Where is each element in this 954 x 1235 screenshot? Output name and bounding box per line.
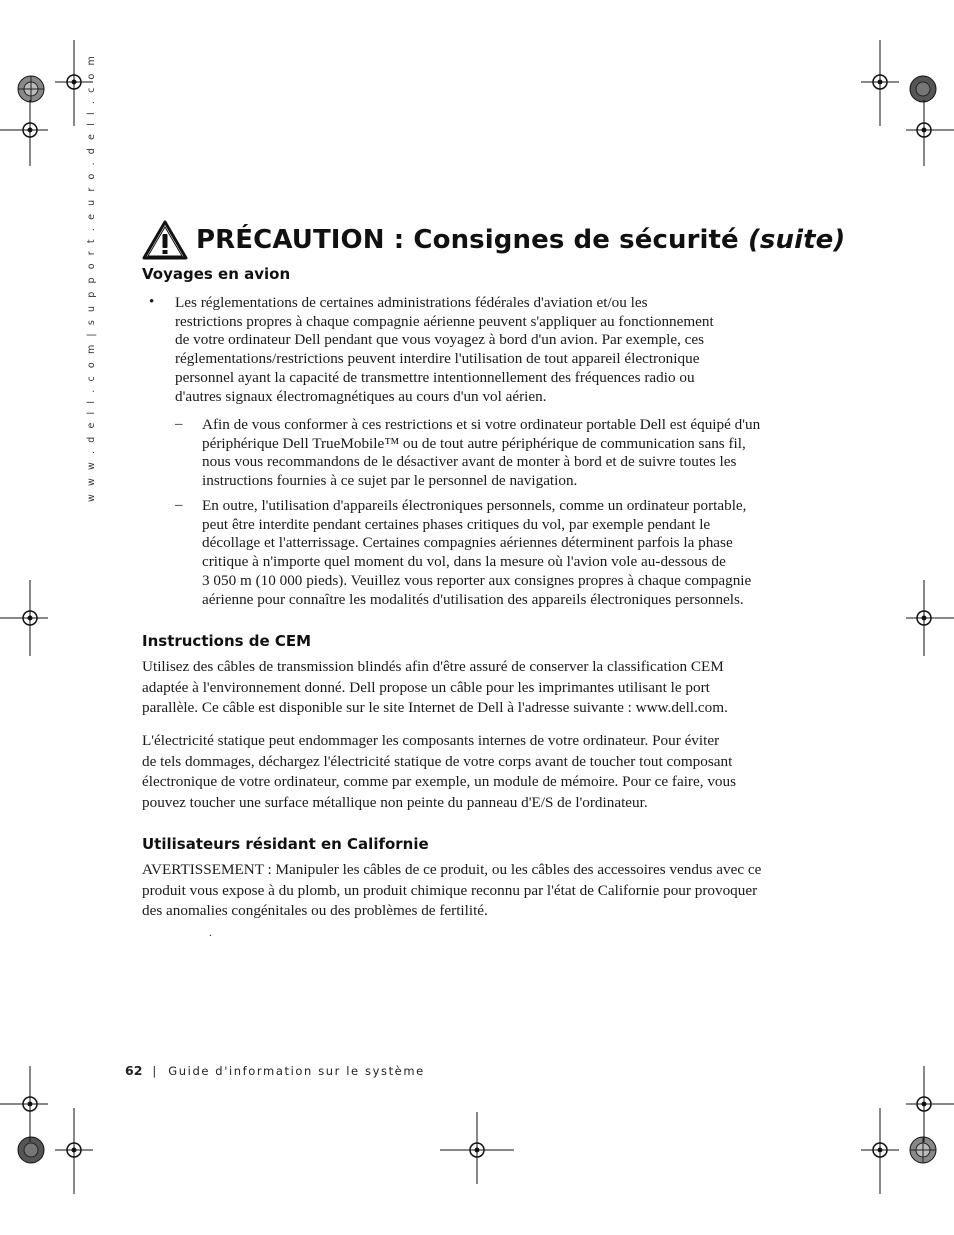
text-line: restrictions propres à chaque compagnie aérienne peuvent s'appliquer au fonctionnement bbox=[175, 312, 714, 330]
text-line: périphérique Dell TrueMobile™ ou de tout autre périphérique de communication sans fil, bbox=[202, 434, 746, 452]
text-line: En outre, l'utilisation d'appareils électroniques personnels, comme un ordinateur portable, bbox=[202, 497, 747, 514]
text-line: critique à n'importe quel moment du vol, dans la mesure où l'avion vole au-dessous de bbox=[202, 553, 726, 571]
page-footer bbox=[125, 1063, 425, 1078]
text-line: produit vous expose à du plomb, un produit chimique reconnu par l'état de Californie pour provoquer bbox=[142, 881, 758, 899]
dell-link[interactable]: www.dell.com bbox=[635, 699, 725, 716]
registration-crosshair-icon bbox=[894, 1066, 954, 1142]
voyages-dash1-text bbox=[202, 416, 760, 491]
text-line: 3 050 m (10 000 pieds). Veuillez vous reporter aux consignes propres à chaque compagnie bbox=[202, 571, 752, 589]
text-line: Utilisez des câbles de transmission blindés afin d'être assuré de conserver la classification CEM bbox=[142, 658, 724, 675]
voyages-dash2-text bbox=[202, 497, 751, 609]
text-line: parallèle. Ce câble est disponible sur le site Internet de Dell à l'adresse suivante : www.dell.com. bbox=[142, 699, 728, 716]
text-line: aérienne pour connaître les modalités d'utilisation des appareils électroniques personnels. bbox=[202, 590, 744, 608]
guide-title: Guide d'information sur le système bbox=[168, 1064, 425, 1078]
text-line: décollage et l'atterrissage. Certaines compagnies aériennes déterminent parfois la phase bbox=[202, 534, 733, 552]
dash-symbol: – bbox=[175, 416, 183, 432]
text-line: nous vous recommandons de le désactiver avant de monter à bord et de suivre toutes les bbox=[202, 453, 737, 471]
page-number: 62 bbox=[125, 1063, 143, 1078]
footer-separator: | bbox=[152, 1064, 157, 1078]
warning-label: AVERTISSEMENT bbox=[142, 861, 264, 878]
registration-crosshair-icon bbox=[0, 100, 60, 166]
registration-crosshair-icon bbox=[861, 1108, 899, 1194]
heading-voyages: Voyages en avion bbox=[142, 265, 291, 283]
registration-crosshair-icon bbox=[0, 580, 60, 656]
cem-paragraph-2 bbox=[142, 731, 736, 813]
registration-crosshair-icon bbox=[0, 1066, 60, 1142]
heading-californie: Utilisateurs résidant en Californie bbox=[142, 835, 429, 853]
text-line: AVERTISSEMENT : Manipuler les câbles de ce produit, ou les câbles des accessoires vendus avec ce bbox=[142, 861, 762, 878]
text-line: personnel ayant la capacité de transmettre intentionnellement des fréquences radio ou bbox=[175, 368, 695, 386]
text-line: d'autres signaux électromagnétiques au cours d'un vol aérien. bbox=[175, 387, 547, 405]
title-suffix: (suite) bbox=[747, 225, 846, 255]
text-line: réglementations/restrictions peuvent interdire l'utilisation de tout appareil électronique bbox=[175, 350, 700, 368]
text-line: de tels dommages, déchargez l'électricité statique de votre corps avant de toucher tout composant bbox=[142, 752, 733, 770]
cem-paragraph-1 bbox=[142, 657, 728, 719]
heading-cem: Instructions de CEM bbox=[142, 632, 312, 650]
text-line: adaptée à l'environnement donné. Dell propose un câble pour les imprimantes utilisant le port bbox=[142, 678, 710, 696]
text-line: de votre ordinateur Dell pendant que vous voyagez à bord d'un avion. Par exemple, ces bbox=[175, 331, 705, 349]
warning-triangle-icon bbox=[142, 220, 188, 260]
text-line: Afin de vous conformer à ces restrictions et si votre ordinateur portable Dell est équipé d'un bbox=[202, 416, 761, 433]
text-line: peut être interdite pendant certaines phases critiques du vol, par exemple pendant le bbox=[202, 515, 711, 533]
bullet-symbol: • bbox=[149, 294, 155, 310]
voyages-bullet-text bbox=[175, 294, 714, 406]
text-line: instructions fournies à ce sujet par le personnel de navigation. bbox=[202, 472, 578, 490]
text-line: pouvez toucher une surface métallique non peinte du panneau d'E/S de l'ordinateur. bbox=[142, 793, 648, 811]
text-line: électronique de votre ordinateur, comme par exemple, un module de mémoire. Pour ce faire, vous bbox=[142, 773, 737, 790]
californie-warning bbox=[142, 860, 761, 922]
side-url: w w w . d e l l . c o m | s u p p o r t . e u r o . d e l l . c o m bbox=[86, 53, 97, 502]
dash-symbol: – bbox=[175, 497, 183, 513]
text-line: des anomalies congénitales ou des problèmes de fertilité. bbox=[142, 902, 488, 919]
registration-crosshair-icon bbox=[894, 100, 954, 166]
registration-crosshair-icon bbox=[55, 1108, 93, 1194]
registration-crosshair-icon bbox=[440, 1112, 514, 1184]
page-title bbox=[142, 216, 845, 264]
title-text: PRÉCAUTION : Consignes de sécurité (suite) bbox=[196, 225, 846, 255]
registration-crosshair-icon bbox=[894, 580, 954, 656]
text-line: L'électricité statique peut endommager les composants internes de votre ordinateur. Pour éviter bbox=[142, 732, 720, 749]
text-line: Les réglementations de certaines administrations fédérales d'aviation et/ou les bbox=[175, 294, 648, 311]
stray-dot: . bbox=[209, 925, 212, 939]
